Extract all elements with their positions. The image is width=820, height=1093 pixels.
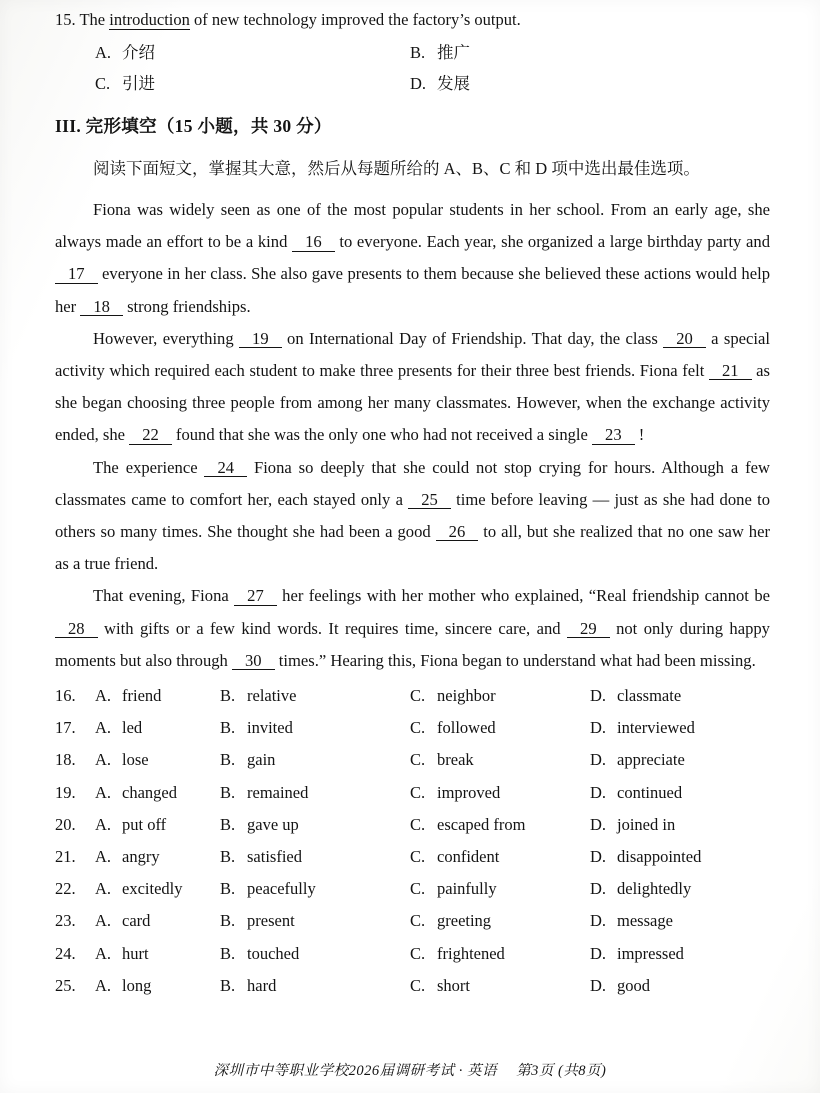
option-text: delightedly bbox=[617, 879, 692, 899]
option-text: short bbox=[437, 975, 470, 995]
option-row-17 bbox=[55, 712, 770, 744]
option-letter: D. bbox=[590, 718, 607, 738]
section-instructions: 阅读下面短文，掌握其大意，然后从每题所给的 A、B、C 和 D 项中选出最佳选项。 bbox=[93, 159, 700, 178]
question-15-text-after: of new technology improved the factory’s output. bbox=[189, 10, 521, 29]
cloze-blank-27: 27 bbox=[234, 587, 277, 605]
option-22-b bbox=[220, 873, 410, 905]
option-18-d bbox=[590, 744, 770, 776]
option-text: break bbox=[437, 750, 474, 770]
option-17-d bbox=[590, 712, 770, 744]
option-text: 引进 bbox=[122, 74, 155, 93]
option-25-c bbox=[410, 970, 590, 1002]
cloze-blank-28: 28 bbox=[55, 620, 98, 638]
option-text: card bbox=[122, 911, 151, 931]
option-letter: C. bbox=[410, 847, 426, 867]
option-text: good bbox=[617, 975, 650, 995]
option-letter: D. bbox=[590, 814, 607, 834]
option-17-c bbox=[410, 712, 590, 744]
passage-paragraph: Fiona was widely seen as one of the most popular students in her school. From an early age, she always made an effort to be a kind 16 to everyone. Each year, she organized a large birthday party and 17 everyone in her class. She also gave presents to them because she believed these actions would help her 18 strong friendships. bbox=[55, 200, 770, 316]
option-text: relative bbox=[247, 686, 297, 706]
option-letter: C. bbox=[95, 74, 111, 93]
option-text: hard bbox=[247, 975, 277, 995]
option-letter: D. bbox=[590, 911, 607, 931]
option-text: confident bbox=[437, 847, 500, 867]
option-16-c bbox=[410, 680, 590, 712]
option-25-d bbox=[590, 970, 770, 1002]
passage-paragraph: However, everything 19 on International Day of Friendship. That day, the class 20 a special activity which required each student to make three presents for their three best friends. Fiona felt 21 as she began choosing three people from among her many classmates. However, when the exchange activity ended, she 22 found that she was the only one who had not received a single 23 ! bbox=[55, 328, 770, 445]
option-text: neighbor bbox=[437, 686, 496, 706]
option-text: 发展 bbox=[437, 74, 470, 93]
option-text: frightened bbox=[437, 943, 505, 963]
question-number: 22. bbox=[55, 879, 76, 899]
option-letter: B. bbox=[220, 814, 236, 834]
option-letter: A. bbox=[95, 686, 112, 706]
option-text: hurt bbox=[122, 943, 149, 963]
option-letter: D. bbox=[590, 782, 607, 802]
cloze-passage bbox=[55, 194, 770, 677]
option-text: lose bbox=[122, 750, 149, 770]
option-letter: A. bbox=[95, 943, 112, 963]
option-letter: D. bbox=[590, 847, 607, 867]
question-number: 19. bbox=[55, 782, 76, 802]
cloze-blank-21: 21 bbox=[709, 362, 752, 380]
question-number: 24. bbox=[55, 943, 76, 963]
option-text: satisfied bbox=[247, 847, 302, 867]
option-text: changed bbox=[122, 782, 177, 802]
option-text: appreciate bbox=[617, 750, 685, 770]
option-text: impressed bbox=[617, 943, 684, 963]
option-text: interviewed bbox=[617, 718, 695, 738]
option-text: gave up bbox=[247, 814, 299, 834]
option-20-c bbox=[410, 809, 590, 841]
option-18-a bbox=[95, 744, 220, 776]
option-letter: C. bbox=[410, 943, 426, 963]
option-21-d bbox=[590, 841, 770, 873]
option-letter: B. bbox=[220, 718, 236, 738]
option-text: gain bbox=[247, 750, 276, 770]
option-text: continued bbox=[617, 782, 683, 802]
option-letter: A. bbox=[95, 975, 112, 995]
option-row-20 bbox=[55, 809, 770, 841]
question-15-text-before: The bbox=[79, 10, 110, 29]
option-17-a bbox=[95, 712, 220, 744]
option-letter: B. bbox=[220, 975, 236, 995]
question-number: 21. bbox=[55, 847, 76, 867]
cloze-blank-25: 25 bbox=[408, 491, 451, 509]
cloze-blank-23: 23 bbox=[592, 426, 635, 444]
option-19-d bbox=[590, 777, 770, 809]
option-text: disappointed bbox=[617, 847, 702, 867]
option-letter: D. bbox=[590, 943, 607, 963]
question-15-underlined-word: introduction bbox=[109, 10, 190, 29]
question-15-stem bbox=[55, 8, 770, 32]
option-text: 介绍 bbox=[122, 43, 155, 62]
question-15-option-b bbox=[410, 41, 770, 65]
option-23-d bbox=[590, 905, 770, 937]
option-row-22 bbox=[55, 873, 770, 905]
option-row-23 bbox=[55, 905, 770, 937]
question-15-option-a bbox=[95, 41, 410, 65]
option-22-a bbox=[95, 873, 220, 905]
option-letter: A. bbox=[95, 43, 112, 62]
option-letter: C. bbox=[410, 879, 426, 899]
option-text: long bbox=[122, 975, 152, 995]
option-16-b bbox=[220, 680, 410, 712]
option-letter: C. bbox=[410, 782, 426, 802]
question-15-option-c bbox=[95, 72, 410, 96]
option-23-a bbox=[95, 905, 220, 937]
option-text: painfully bbox=[437, 879, 497, 899]
option-letter: B. bbox=[220, 943, 236, 963]
question-number: 16. bbox=[55, 686, 76, 706]
option-row-21 bbox=[55, 841, 770, 873]
option-25-a bbox=[95, 970, 220, 1002]
option-text: peacefully bbox=[247, 879, 316, 899]
option-letter: A. bbox=[95, 750, 112, 770]
option-row-19 bbox=[55, 777, 770, 809]
option-letter: C. bbox=[410, 814, 426, 834]
option-23-b bbox=[220, 905, 410, 937]
option-21-a bbox=[95, 841, 220, 873]
option-letter: D. bbox=[590, 975, 607, 995]
option-text: angry bbox=[122, 847, 160, 867]
question-number: 23. bbox=[55, 911, 76, 931]
cloze-blank-26: 26 bbox=[436, 523, 479, 541]
option-19-a bbox=[95, 777, 220, 809]
option-text: classmate bbox=[617, 686, 682, 706]
cloze-blank-17: 17 bbox=[55, 265, 98, 283]
passage-paragraph: That evening, Fiona 27 her feelings with her mother who explained, “Real friendship cannot be 28 with gifts or a few kind words. It requires time, sincere care, and 29 not only during happy moments but also through 30 times.” Hearing this, Fiona began to understand what had been missing. bbox=[55, 586, 770, 670]
option-24-b bbox=[220, 938, 410, 970]
option-text: touched bbox=[247, 943, 300, 963]
cloze-blank-19: 19 bbox=[239, 330, 282, 348]
question-number: 18. bbox=[55, 750, 76, 770]
page-footer: 深圳市中等职业学校2026届调研考试 · 英语 第3页 (共8页) bbox=[213, 1063, 607, 1079]
option-18-c bbox=[410, 744, 590, 776]
option-22-d bbox=[590, 873, 770, 905]
cloze-blank-30: 30 bbox=[232, 652, 275, 670]
option-letter: C. bbox=[410, 750, 426, 770]
option-16-a bbox=[95, 680, 220, 712]
cloze-blank-16: 16 bbox=[292, 233, 335, 251]
option-letter: A. bbox=[95, 814, 112, 834]
option-text: 推广 bbox=[437, 43, 470, 62]
question-number: 20. bbox=[55, 814, 76, 834]
question-15-options bbox=[55, 41, 770, 96]
option-row-24 bbox=[55, 938, 770, 970]
option-text: greeting bbox=[437, 911, 492, 931]
option-20-a bbox=[95, 809, 220, 841]
cloze-blank-22: 22 bbox=[129, 426, 172, 444]
option-letter: A. bbox=[95, 847, 112, 867]
option-letter: A. bbox=[95, 718, 112, 738]
option-letter: B. bbox=[220, 879, 236, 899]
option-letter: B. bbox=[410, 43, 426, 62]
option-letter: C. bbox=[410, 975, 426, 995]
option-24-c bbox=[410, 938, 590, 970]
question-15-option-d bbox=[410, 72, 770, 96]
option-text: put off bbox=[122, 814, 167, 834]
option-letter: B. bbox=[220, 911, 236, 931]
option-text: followed bbox=[437, 718, 496, 738]
option-letter: D. bbox=[590, 686, 607, 706]
option-19-c bbox=[410, 777, 590, 809]
option-23-c bbox=[410, 905, 590, 937]
cloze-blank-24: 24 bbox=[204, 459, 247, 477]
option-20-d bbox=[590, 809, 770, 841]
cloze-blank-20: 20 bbox=[663, 330, 706, 348]
option-text: remained bbox=[247, 782, 309, 802]
option-17-b bbox=[220, 712, 410, 744]
option-letter: A. bbox=[95, 911, 112, 931]
option-text: excitedly bbox=[122, 879, 183, 899]
option-19-b bbox=[220, 777, 410, 809]
option-21-c bbox=[410, 841, 590, 873]
cloze-blank-29: 29 bbox=[567, 620, 610, 638]
option-letter: D. bbox=[590, 879, 607, 899]
cloze-blank-18: 18 bbox=[80, 298, 123, 316]
option-letter: B. bbox=[220, 782, 236, 802]
option-text: invited bbox=[247, 718, 293, 738]
option-text: message bbox=[617, 911, 673, 931]
option-20-b bbox=[220, 809, 410, 841]
option-25-b bbox=[220, 970, 410, 1002]
option-22-c bbox=[410, 873, 590, 905]
option-letter: A. bbox=[95, 782, 112, 802]
option-letter: B. bbox=[220, 847, 236, 867]
option-text: led bbox=[122, 718, 143, 738]
question-15-number: 15. bbox=[55, 10, 76, 29]
option-24-a bbox=[95, 938, 220, 970]
section-heading: III. 完形填空（15 小题，共 30 分） bbox=[55, 116, 332, 136]
option-letter: C. bbox=[410, 911, 426, 931]
question-number: 25. bbox=[55, 975, 76, 995]
option-16-d bbox=[590, 680, 770, 712]
cloze-options bbox=[55, 680, 770, 1002]
option-18-b bbox=[220, 744, 410, 776]
option-text: escaped from bbox=[437, 814, 526, 834]
option-row-18 bbox=[55, 744, 770, 776]
option-24-d bbox=[590, 938, 770, 970]
option-text: improved bbox=[437, 782, 501, 802]
option-letter: C. bbox=[410, 686, 426, 706]
option-21-b bbox=[220, 841, 410, 873]
question-number: 17. bbox=[55, 718, 76, 738]
option-letter: C. bbox=[410, 718, 426, 738]
option-letter: A. bbox=[95, 879, 112, 899]
option-text: present bbox=[247, 911, 295, 931]
passage-paragraph: The experience 24 Fiona so deeply that she could not stop crying for hours. Although a few classmates came to comfort her, each stayed only a 25 time before leaving — just as she had done to others so many times. She thought she had been a good 26 to all, but she realized that no one saw her as a true friend. bbox=[55, 457, 771, 574]
option-row-16 bbox=[55, 680, 770, 712]
option-row-25 bbox=[55, 970, 770, 1002]
option-letter: D. bbox=[590, 750, 607, 770]
option-text: friend bbox=[122, 686, 162, 706]
option-letter: B. bbox=[220, 686, 236, 706]
option-letter: D. bbox=[410, 74, 427, 93]
option-letter: B. bbox=[220, 750, 236, 770]
option-text: joined in bbox=[617, 814, 676, 834]
